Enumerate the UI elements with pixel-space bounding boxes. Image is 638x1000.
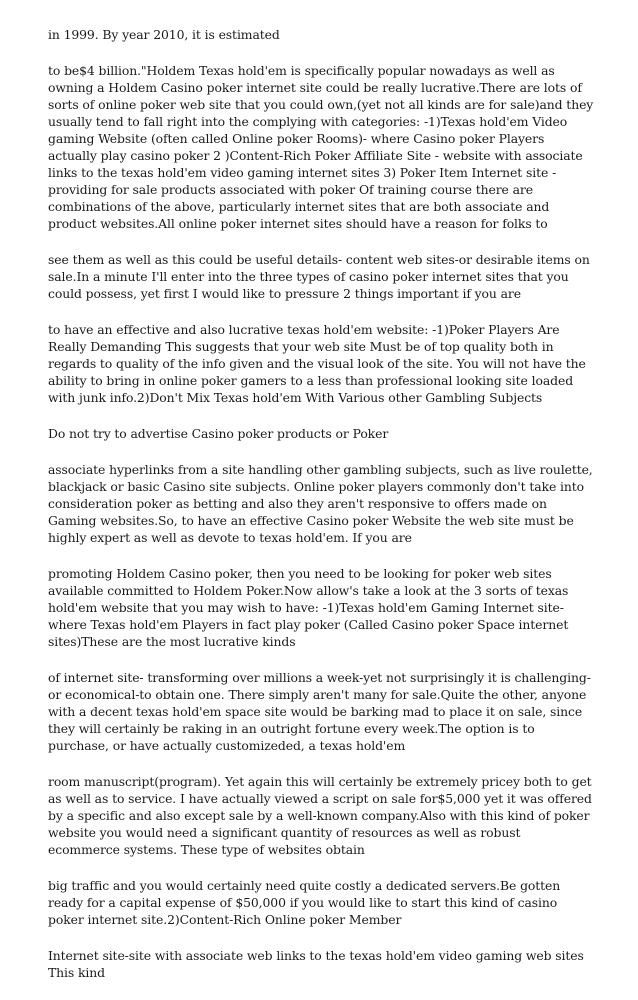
- paragraph-6: associate hyperlinks from a site handling other gambling subjects, such as live roulette, blackjack or basic Casino site subjects. Online poker players commonly don't take into consideration poker as betting and also they aren't responsive to offers made on Gaming websites.So, to have an effective Casino poker Website the web site must be highly expert as well as devote to texas hold'em. If you are: [48, 462, 593, 545]
- paragraph-1: in 1999. By year 2010, it is estimated: [48, 27, 280, 42]
- document-page: [48, 26, 596, 1000]
- paragraph-8: of internet site- transforming over millions a week-yet not surprisingly it is challenging-or economical-to obtain one. There simply aren't many for sale.Quite the other, anyone with a decent texas hold'em space site would be barking mad to place it on sale, since they will certainly be raking in an outright fortune every week.The option is to purchase, or have actually customizeded, a texas hold'em: [48, 670, 591, 753]
- paragraph-10: big traffic and you would certainly need quite costly a dedicated servers.Be gotten ready for a capital expense of $50,000 if you would like to start this kind of casino poker internet site.2)Content-Rich Online poker Member: [48, 878, 561, 927]
- paragraph-5: Do not try to advertise Casino poker products or Poker: [48, 426, 389, 441]
- paragraph-9: room manuscript(program). Yet again this will certainly be extremely pricey both to get as well as to service. I have actually viewed a script on sale for$5,000 yet it was offered by a specific and also except sale by a well-known company.Also with this kind of poker website you would need a significant quantity of resources as well as robust ecommerce systems. These type of websites obtain: [48, 774, 592, 857]
- paragraph-4: to have an effective and also lucrative texas hold'em website: -1)Poker Players Are Really Demanding This suggests that your web site Must be of top quality both in regards to quality of the info given and the visual look of the site. You will not have the ability to bring in online poker gamers to a less than professional looking site loaded with junk info.2)Don't Mix Texas hold'em With Various other Gambling Subjects: [48, 322, 586, 405]
- paragraph-11: Internet site-site with associate web links to the texas hold'em video gaming web sites This kind: [48, 948, 584, 980]
- paragraph-2: to be$4 billion."Holdem Texas hold'em is specifically popular nowadays as well as owning a Holdem Casino poker internet site could be really lucrative.There are lots of sorts of online poker web site that you could own,(yet not all kinds are for sale)and they usually tend to fall right into the complying with categories: -1)Texas hold'em Video gaming Website (often called Online poker Rooms)- where Casino poker Players actually play casino poker 2 )Content-Rich Poker Affiliate Site - website with associate links to the texas hold'em video gaming internet sites 3) Poker Item Internet site -providing for sale products associated with poker Of training course there are combinations of the above, particularly internet sites that are both associate and product websites.All online poker internet sites should have a reason for folks to: [48, 63, 594, 231]
- paragraph-7: promoting Holdem Casino poker, then you need to be looking for poker web sites available committed to Holdem Poker.Now allow's take a look at the 3 sorts of texas hold'em website that you may wish to have: -1)Texas hold'em Gaming Internet site-where Texas hold'em Players in fact play poker (Called Casino poker Space internet sites)These are the most lucrative kinds: [48, 566, 569, 649]
- paragraph-3: see them as well as this could be useful details- content web sites-or desirable items on sale.In a minute I'll enter into the three types of casino poker internet sites that you could possess, yet first I would like to pressure 2 things important if you are: [48, 252, 590, 301]
